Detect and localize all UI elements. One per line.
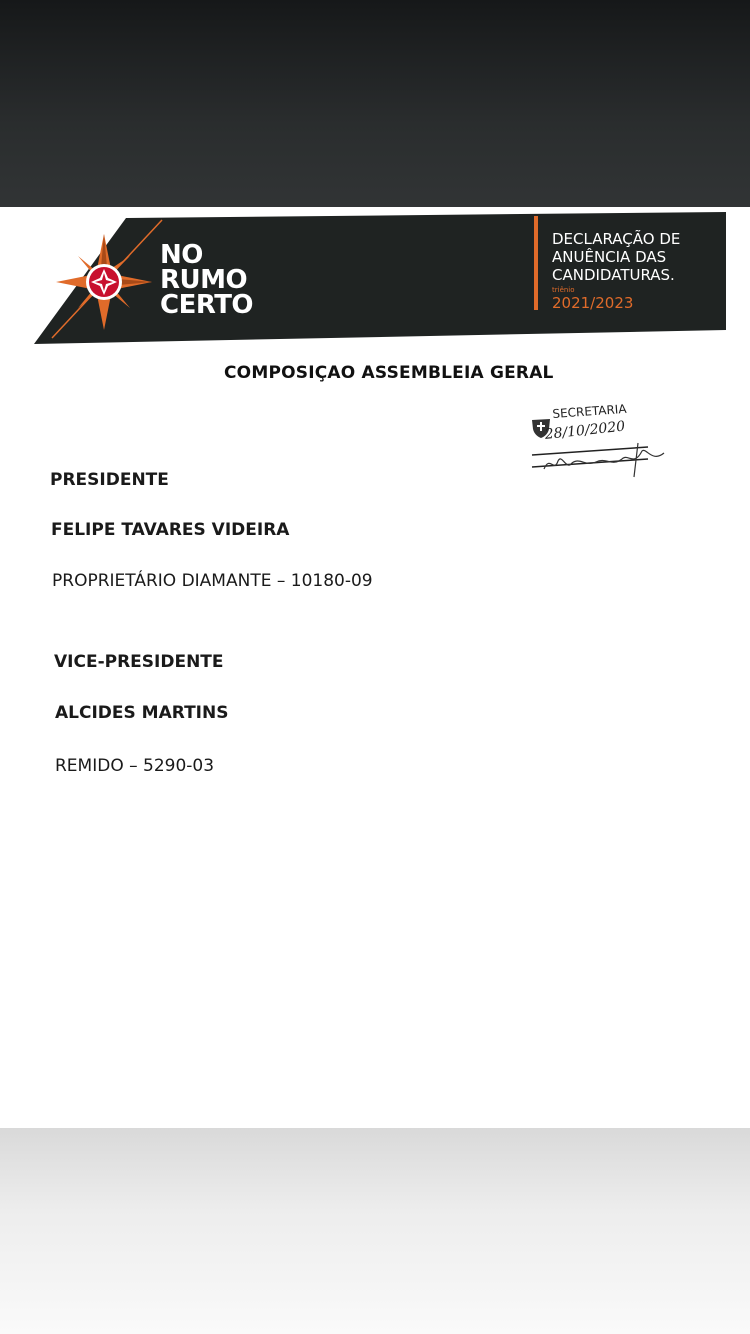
bottom-area (0, 1128, 750, 1334)
declaration-heading (552, 230, 680, 284)
role-heading: PRESIDENTE (50, 470, 169, 490)
stamp-label: SECRETARIA (552, 401, 627, 421)
member-name: ALCIDES MARTINS (55, 703, 229, 723)
declaration-line: ANUÊNCIA DAS (552, 248, 667, 266)
secretaria-stamp (526, 401, 676, 479)
signature-image (526, 407, 676, 479)
top-bar (0, 0, 750, 207)
header-banner (34, 212, 726, 344)
declaration-line: DECLARAÇÃO DE (552, 230, 681, 248)
member-name: FELIPE TAVARES VIDEIRA (51, 520, 290, 540)
trienio-years: 2021/2023 (552, 294, 634, 312)
role-heading: VICE-PRESIDENTE (54, 652, 224, 672)
trienio-label: triênio (552, 286, 575, 294)
logo-line: NO (160, 240, 203, 270)
logo-line: CERTO (160, 290, 254, 320)
membership-info: PROPRIETÁRIO DIAMANTE – 10180-09 (52, 571, 373, 591)
membership-info: REMIDO – 5290-03 (55, 756, 215, 776)
section-title: COMPOSIÇAO ASSEMBLEIA GERAL (224, 363, 554, 383)
logo-wordmark (160, 240, 254, 320)
logo-line: RUMO (160, 265, 248, 295)
document-page (4, 207, 745, 1128)
star-emblem-icon (54, 232, 154, 332)
declaration-line: CANDIDATURAS. (552, 266, 675, 284)
stamp-date: 28/10/2020 (544, 418, 626, 443)
